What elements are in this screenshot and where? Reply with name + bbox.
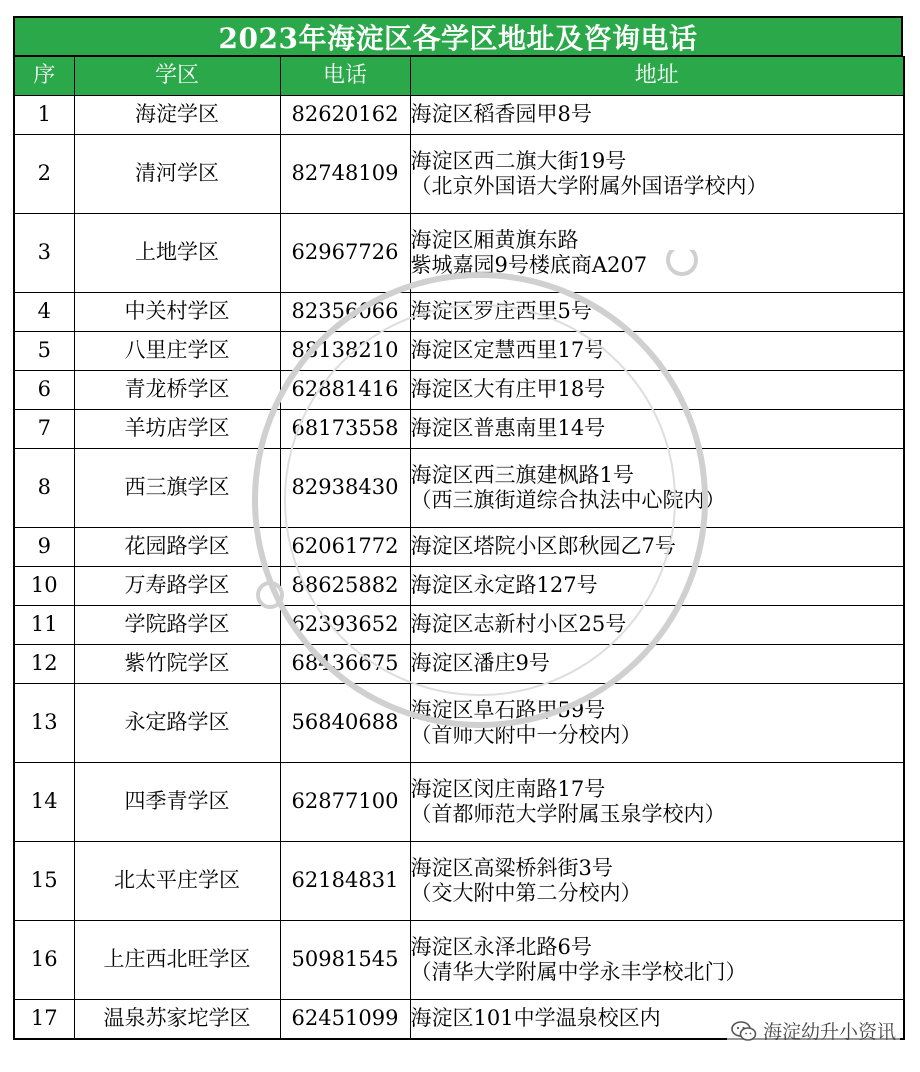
district-name: 万寿路学区 xyxy=(74,567,280,606)
wechat-account-name: 海淀幼升小资讯 xyxy=(762,1021,896,1043)
district-name: 学院路学区 xyxy=(74,606,280,645)
table-row xyxy=(14,135,904,214)
address-line-1: 海淀区志新村小区25号 xyxy=(410,612,627,637)
phone-number: 62184831 xyxy=(280,842,410,921)
phone-number: 82356066 xyxy=(280,293,410,332)
phone-number: 68173558 xyxy=(280,410,410,449)
phone-number: 56840688 xyxy=(280,684,410,763)
table-row xyxy=(14,293,904,332)
row-number: 6 xyxy=(14,371,74,410)
address-line-1: 海淀区闵庄南路17号 xyxy=(410,776,606,801)
district-table xyxy=(13,56,905,1040)
wechat-icon xyxy=(731,1020,757,1042)
header-row xyxy=(14,57,904,96)
phone-number: 88625882 xyxy=(280,567,410,606)
address-line-1: 海淀区稻香园甲8号 xyxy=(410,102,592,127)
wechat-watermark xyxy=(727,1017,900,1044)
address-line-2: （清华大学附属中学永丰学校北门） xyxy=(410,960,747,984)
address-line-2: （首师大附中一分校内） xyxy=(410,723,642,747)
address-cell xyxy=(410,371,904,410)
address-line-1: 海淀区西二旗大街19号 xyxy=(410,148,627,173)
address-line-1: 海淀区永泽北路6号 xyxy=(410,934,592,959)
address-cell xyxy=(410,214,904,293)
table-row xyxy=(14,921,904,1000)
district-name: 八里庄学区 xyxy=(74,332,280,371)
table-row xyxy=(14,528,904,567)
district-name: 花园路学区 xyxy=(74,528,280,567)
table-row xyxy=(14,606,904,645)
address-cell xyxy=(410,921,904,1000)
address-line-1: 海淀区阜石路甲59号 xyxy=(410,697,606,722)
address-line-1: 海淀区塔院小区郎秋园乙7号 xyxy=(410,534,676,559)
district-name: 上地学区 xyxy=(74,214,280,293)
address-line-1: 海淀区永定路127号 xyxy=(410,573,598,598)
address-cell xyxy=(410,528,904,567)
address-line-1: 海淀区罗庄西里5号 xyxy=(410,299,592,324)
district-name: 永定路学区 xyxy=(74,684,280,763)
address-cell xyxy=(410,645,904,684)
table-row xyxy=(14,214,904,293)
header-address: 地址 xyxy=(410,57,904,96)
row-number: 2 xyxy=(14,135,74,214)
address-cell xyxy=(410,96,904,135)
address-line-2: （北京外国语大学附属外国语学校内） xyxy=(410,174,768,198)
phone-number: 68436675 xyxy=(280,645,410,684)
header-tel: 电话 xyxy=(280,57,410,96)
address-cell xyxy=(410,293,904,332)
district-name: 海淀学区 xyxy=(74,96,280,135)
district-name: 北太平庄学区 xyxy=(74,842,280,921)
phone-number: 50981545 xyxy=(280,921,410,1000)
row-number: 17 xyxy=(14,1000,74,1040)
row-number: 10 xyxy=(14,567,74,606)
address-line-1: 海淀区定慧西里17号 xyxy=(410,338,606,363)
phone-number: 62881416 xyxy=(280,371,410,410)
address-cell xyxy=(410,410,904,449)
table-row xyxy=(14,684,904,763)
table-row xyxy=(14,371,904,410)
phone-number: 62061772 xyxy=(280,528,410,567)
district-name: 西三旗学区 xyxy=(74,449,280,528)
address-line-2: （西三旗街道综合执法中心院内） xyxy=(410,488,726,512)
district-name: 清河学区 xyxy=(74,135,280,214)
row-number: 12 xyxy=(14,645,74,684)
address-cell xyxy=(410,135,904,214)
address-line-1: 海淀区高粱桥斜街3号 xyxy=(410,855,613,880)
header-district: 学区 xyxy=(74,57,280,96)
row-number: 15 xyxy=(14,842,74,921)
district-table-sheet xyxy=(13,16,903,1056)
phone-number: 62967726 xyxy=(280,214,410,293)
table-body xyxy=(14,96,904,1040)
address-line-2: 紫城嘉园9号楼底商A207 xyxy=(410,253,648,277)
address-line-1: 海淀区大有庄甲18号 xyxy=(410,377,606,402)
phone-number: 62393652 xyxy=(280,606,410,645)
phone-number: 82620162 xyxy=(280,96,410,135)
row-number: 13 xyxy=(14,684,74,763)
table-row xyxy=(14,410,904,449)
district-name: 羊坊店学区 xyxy=(74,410,280,449)
address-cell xyxy=(410,606,904,645)
row-number: 5 xyxy=(14,332,74,371)
address-line-2: （首都师范大学附属玉泉学校内） xyxy=(410,802,726,826)
district-name: 中关村学区 xyxy=(74,293,280,332)
row-number: 8 xyxy=(14,449,74,528)
phone-number: 82938430 xyxy=(280,449,410,528)
address-cell xyxy=(410,763,904,842)
table-row xyxy=(14,449,904,528)
address-line-1: 海淀区西三旗建枫路1号 xyxy=(410,462,634,487)
phone-number: 88138210 xyxy=(280,332,410,371)
row-number: 3 xyxy=(14,214,74,293)
address-cell xyxy=(410,842,904,921)
row-number: 16 xyxy=(14,921,74,1000)
district-name: 青龙桥学区 xyxy=(74,371,280,410)
row-number: 14 xyxy=(14,763,74,842)
row-number: 11 xyxy=(14,606,74,645)
district-name: 四季青学区 xyxy=(74,763,280,842)
table-row xyxy=(14,842,904,921)
phone-number: 82748109 xyxy=(280,135,410,214)
row-number: 4 xyxy=(14,293,74,332)
address-cell xyxy=(410,332,904,371)
address-line-1: 海淀区101中学温泉校区内 xyxy=(410,1006,661,1031)
district-name: 温泉苏家坨学区 xyxy=(74,1000,280,1040)
table-title: 2023年海淀区各学区地址及咨询电话 xyxy=(13,16,903,56)
address-cell xyxy=(410,567,904,606)
row-number: 1 xyxy=(14,96,74,135)
phone-number: 62877100 xyxy=(280,763,410,842)
address-line-1: 海淀区厢黄旗东路 xyxy=(410,227,579,252)
table-row xyxy=(14,96,904,135)
address-line-2: （交大附中第二分校内） xyxy=(410,881,642,905)
row-number: 7 xyxy=(14,410,74,449)
address-line-1: 海淀区普惠南里14号 xyxy=(410,416,606,441)
phone-number: 62451099 xyxy=(280,1000,410,1040)
address-cell xyxy=(410,449,904,528)
table-row xyxy=(14,645,904,684)
address-line-1: 海淀区潘庄9号 xyxy=(410,651,550,676)
district-name: 紫竹院学区 xyxy=(74,645,280,684)
district-name: 上庄西北旺学区 xyxy=(74,921,280,1000)
table-row xyxy=(14,332,904,371)
header-no: 序 xyxy=(14,57,74,96)
row-number: 9 xyxy=(14,528,74,567)
table-row xyxy=(14,567,904,606)
address-cell xyxy=(410,684,904,763)
table-row xyxy=(14,763,904,842)
